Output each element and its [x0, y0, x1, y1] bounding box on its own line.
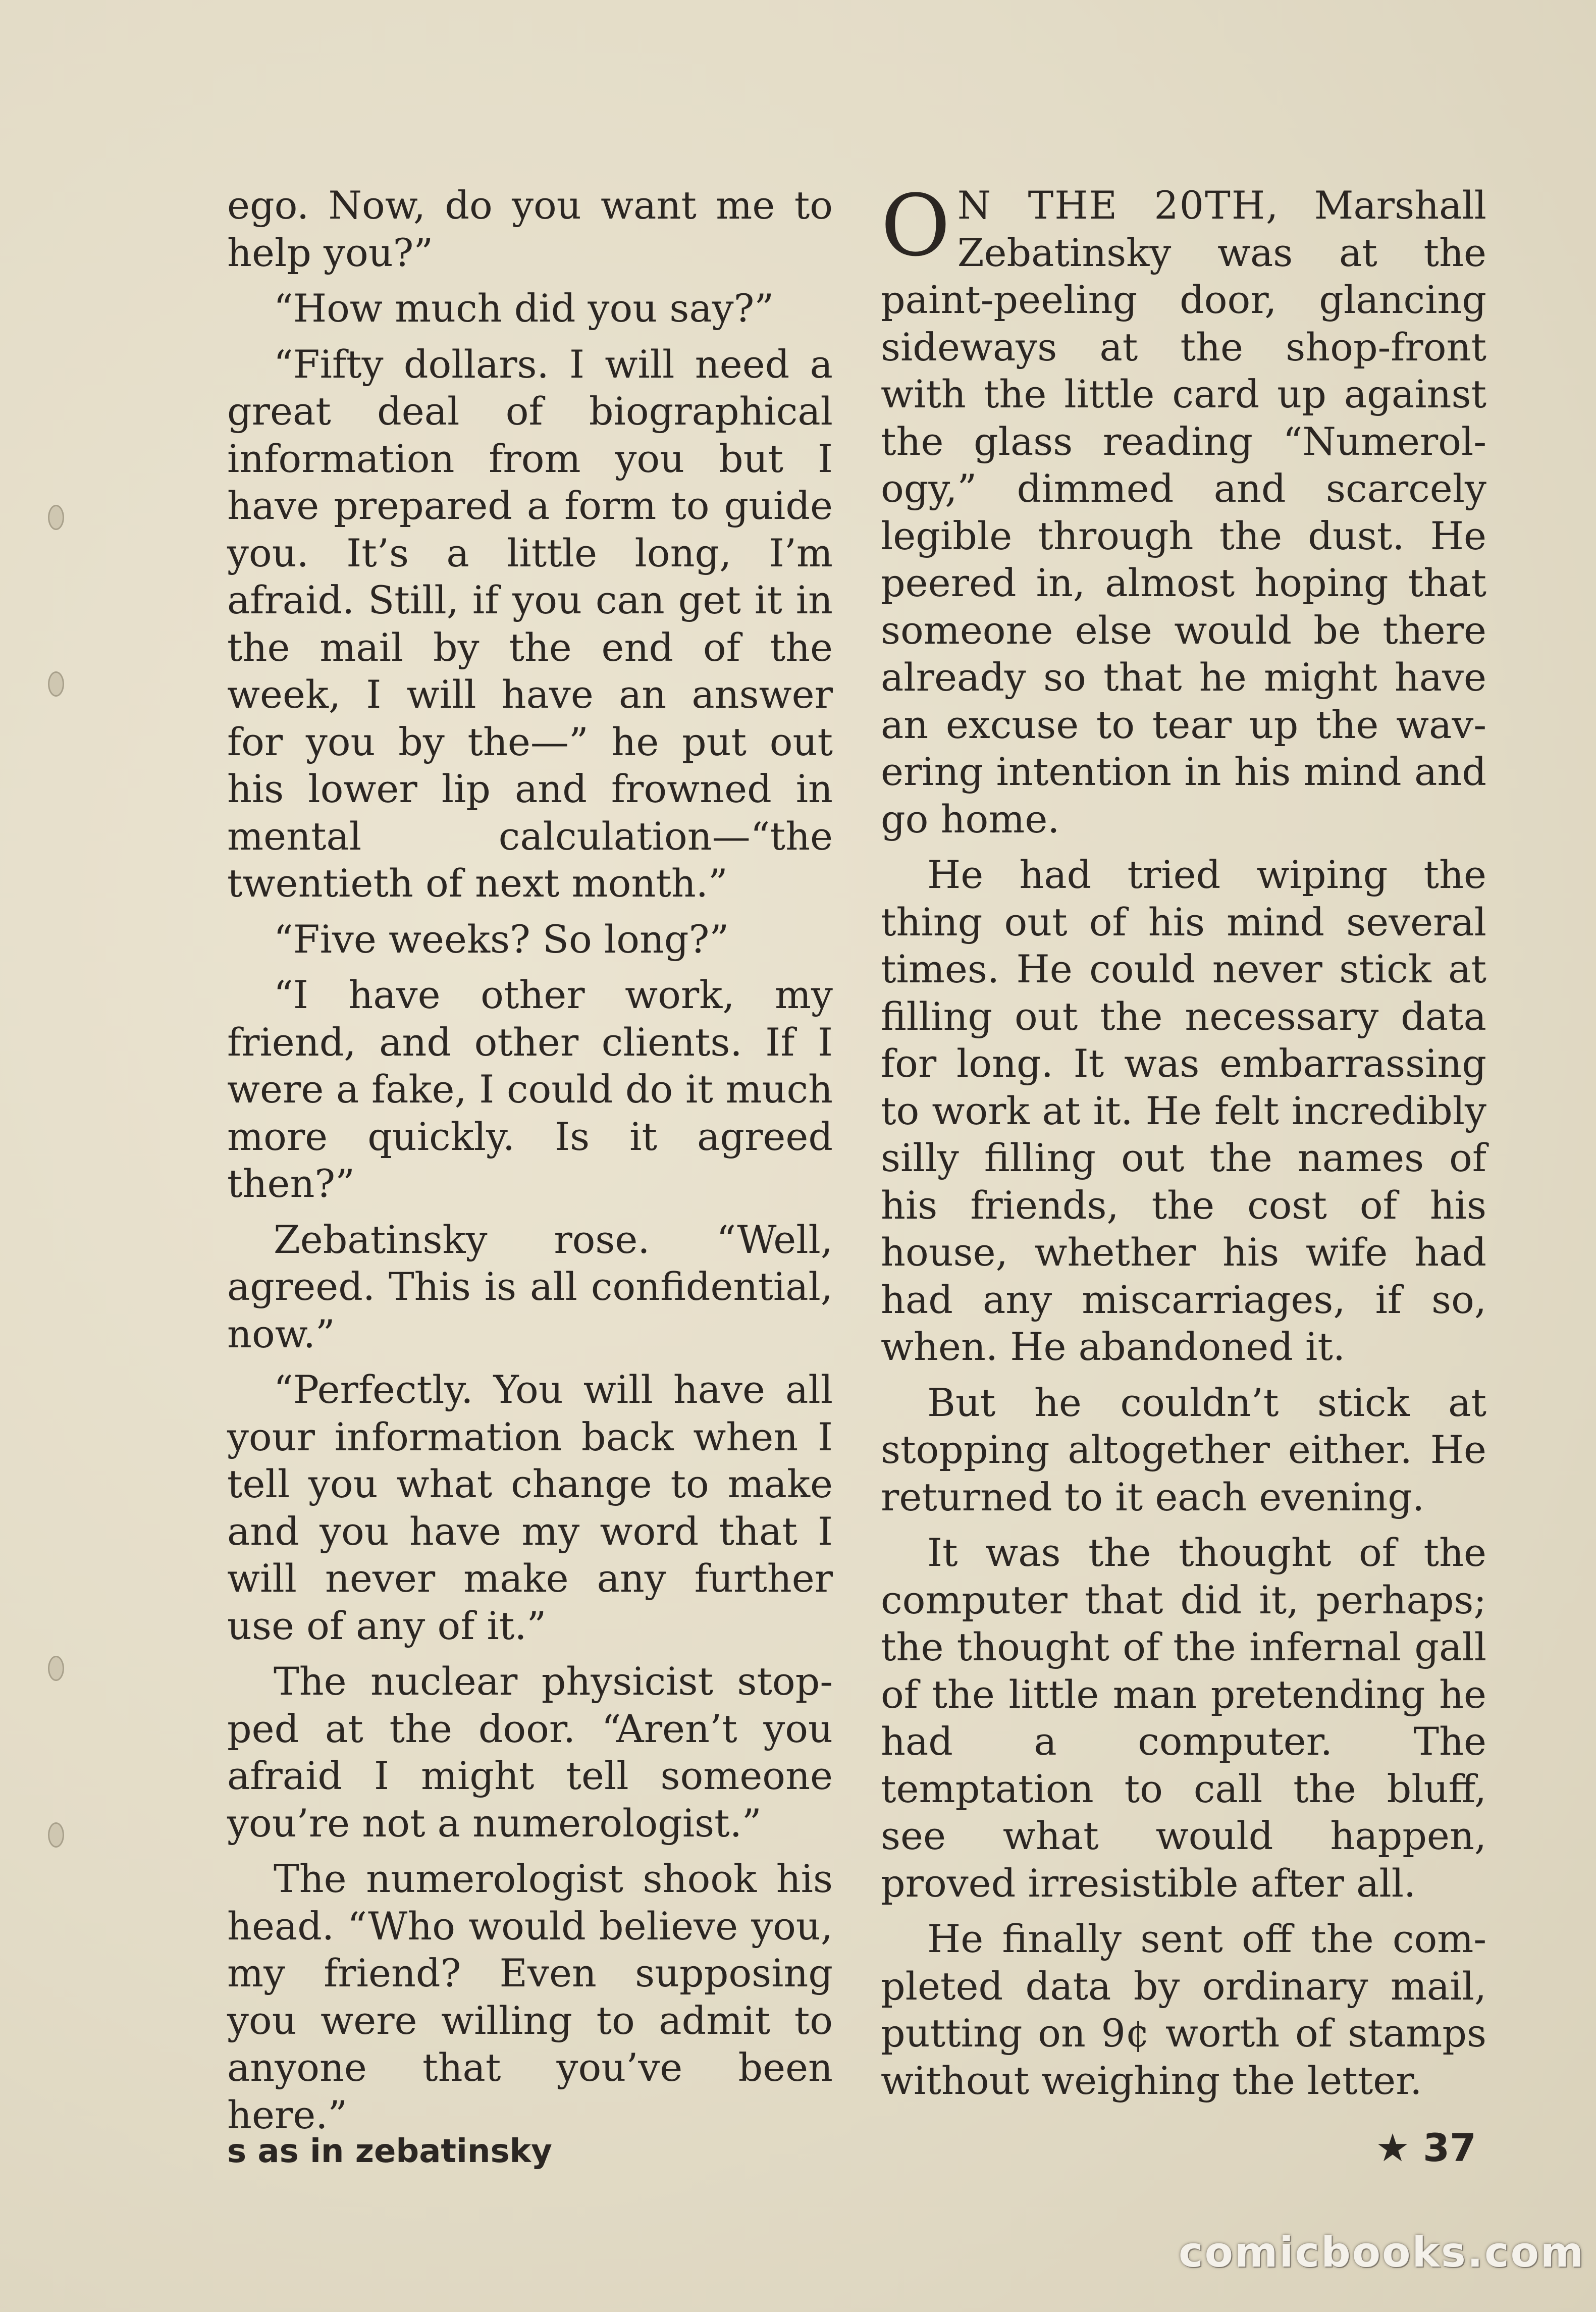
staple-hole	[48, 671, 64, 697]
opening-paragraph	[881, 176, 1486, 843]
lead-caps: N THE 20TH,	[957, 183, 1280, 228]
page-number	[1375, 2125, 1476, 2170]
paragraph: ego. Now, do you want me to help you?”	[227, 183, 833, 275]
paragraph: Zebatinsky rose. “Well, agreed. This is all confidential, now.”	[227, 1217, 833, 1356]
watermark: comicbooks.com	[1179, 2229, 1585, 2277]
paragraph: He had tried wiping the thing out of his mind several times. He could never stick at filling out the necessary data for long. It was embarrassing to work at it. He felt incredibly silly filling out the names of his friends, the cost of his house, whether his wife had had any miscarriages, if so, when. He abandoned it.	[881, 852, 1486, 1369]
right-text-column	[881, 176, 1486, 2113]
paragraph: The nuclear physicist stopped at the door. “Aren’t you afraid I might tell someone you’re not a numerologist.”	[227, 1659, 833, 1846]
page-number-value: 37	[1423, 2125, 1476, 2170]
staple-hole	[48, 505, 64, 530]
running-title: s as in zebatinsky	[227, 2133, 552, 2170]
star-icon: ★	[1375, 2125, 1410, 2170]
paragraph: “I have other work, my friend, and other clients. If I were a fake, I could do it much more quickly. Is it agreed then?”	[227, 972, 833, 1206]
paragraph: It was the thought of the computer that did it, perhaps; the thought of the infernal gall of the little man pretending he had a computer. The temptation to call the bluff, see what would happen, proved irresistible after all.	[881, 1530, 1486, 1906]
paragraph: But he couldn’t stick at stopping altogether either. He returned to it each evening.	[881, 1380, 1486, 1519]
paragraph: “How much did you say?”	[274, 286, 774, 331]
staple-hole	[48, 1822, 64, 1848]
paragraph-text: Marshall Zebatinsky was at the paint-peeling door, glancing sideways at the shop-front with the little card up against the glass reading “Numerology,” dimmed and scarcely legible through the dust. He peered in, almost hoping that someone else would be there already so that he might have an excuse to tear up the wavering intention in his mind and go home.	[881, 183, 1486, 842]
paragraph: “Fifty dollars. I will need a great deal of biographical information from you but I have prepared a form to guide you. It’s a little long, I’m afraid. Still, if you can get it in the mail by the end of the week, I will have an answer for you by the—” he put out his lower lip and frowned in mental calculation—“the twentieth of next month.”	[227, 341, 833, 906]
paragraph: “Perfectly. You will have all your information back when I tell you what change to make and you have my word that I will never make any further use of any of it.”	[227, 1367, 833, 1648]
drop-cap: O	[881, 176, 950, 275]
paragraph: He finally sent off the completed data by ordinary mail, putting on 9¢ worth of stamps without weighing the letter.	[881, 1916, 1486, 2103]
paragraph: “Five weeks? So long?”	[274, 916, 729, 962]
staple-hole	[48, 1656, 64, 1681]
paragraph: The numerologist shook his head. “Who would believe you, my friend? Even supposing you were willing to admit to anyone that you’ve been here.”	[227, 1856, 833, 2137]
left-text-column	[227, 182, 833, 2147]
